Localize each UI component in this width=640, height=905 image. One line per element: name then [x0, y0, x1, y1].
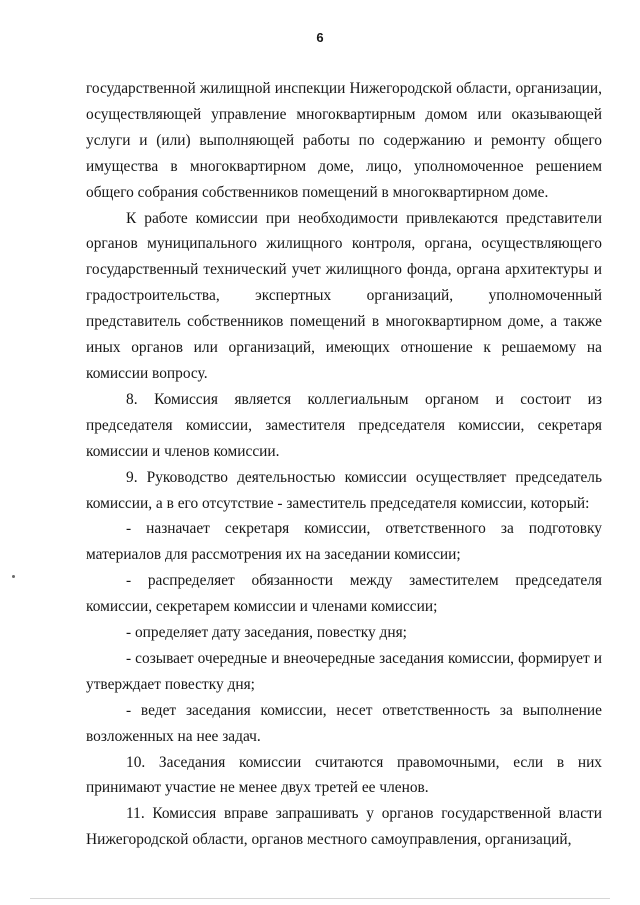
list-item-distribute-duties: - распределяет обязанности между заместителем председателя комиссии, секретарем комиссии и членами комиссии;	[86, 572, 602, 616]
document-body	[86, 76, 602, 853]
list-item-appoint-secretary: - назначает секретаря комиссии, ответственного за подготовку материалов для рассмотрения их на заседании комиссии;	[86, 520, 602, 564]
paragraph-item-10: 10. Заседания комиссии считаются правомочными, если в них принимают участие не менее двух третей ее членов.	[86, 753, 602, 797]
list-item-lead-meetings: - ведет заседания комиссии, несет ответственность за выполнение возложенных на нее задач.	[86, 701, 602, 745]
paragraph-commission-participants: К работе комиссии при необходимости привлекаются представители органов муниципального жилищного контроля, органа, осуществляющего государственный технический учет жилищного фонда, органа архитектуры и градостроительства, экспертных организаций, уполномоченный представитель собственников помещений в многоквартирном доме, а также иных органов или организаций, имеющих отношение к решаемому на комиссии вопросу.	[86, 209, 602, 382]
scan-speck	[12, 575, 15, 578]
list-item-convene-meetings: - созывает очередные и внеочередные заседания комиссии, формирует и утверждает повестку дня;	[86, 649, 602, 693]
paragraph-continuation: государственной жилищной инспекции Нижегородской области, организации, осуществляющей управление многоквартирным домом или оказывающей услуги и (или) выполняющей работы по содержанию и ремонту общего имущества в многоквартирном доме, лицо, уполномоченное решением общего собрания собственников помещений в многоквартирном доме.	[86, 80, 602, 201]
paragraph-item-8: 8. Комиссия является коллегиальным органом и состоит из председателя комиссии, заместителя председателя комиссии, секретаря комиссии и членов комиссии.	[86, 390, 602, 460]
page-number: 6	[316, 30, 324, 45]
list-item-set-date: - определяет дату заседания, повестку дня;	[126, 624, 407, 642]
page-bottom-edge	[30, 898, 610, 899]
paragraph-item-11: 11. Комиссия вправе запрашивать у органов государственной власти Нижегородской области, органов местного самоуправления, организаций,	[86, 805, 602, 849]
paragraph-item-9: 9. Руководство деятельностью комиссии осуществляет председатель комиссии, а в его отсутствие - заместитель председателя комиссии, который:	[86, 468, 602, 512]
